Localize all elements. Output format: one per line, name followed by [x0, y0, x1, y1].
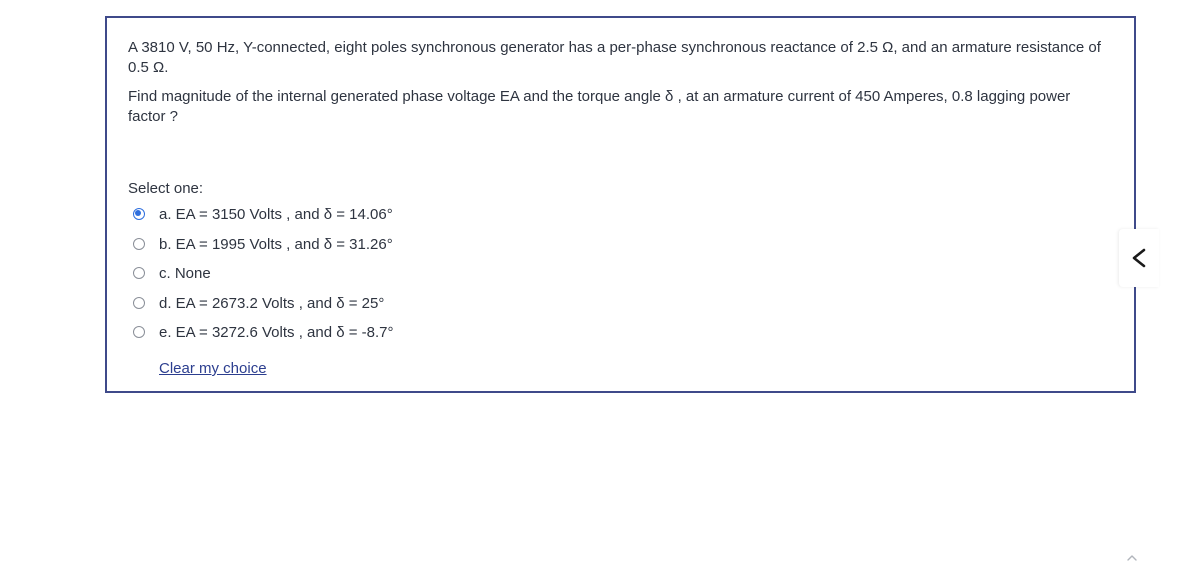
option-e[interactable] [133, 323, 394, 353]
clear-my-choice-link[interactable]: Clear my choice [159, 360, 267, 377]
option-c[interactable] [133, 264, 394, 294]
question-card [105, 16, 1136, 393]
option-d-label: d. EA = 2673.2 Volts , and δ = 25° [159, 294, 385, 312]
radio-button-c[interactable] [133, 267, 145, 279]
question-paragraph-2: Find magnitude of the internal generated phase voltage EA and the torque angle δ , at an armature current of 450 Amperes, 0.8 lagging power factor ? [128, 88, 1071, 125]
radio-button-e[interactable] [133, 326, 145, 338]
question-paragraph-1: A 3810 V, 50 Hz, Y-connected, eight poles synchronous generator has a per-phase synchronous reactance of 2.5 Ω, and an armature resistance of 0.5 Ω. [128, 39, 1101, 76]
option-b-label: b. EA = 1995 Volts , and δ = 31.26° [159, 235, 393, 253]
chevron-up-icon[interactable] [1126, 552, 1138, 564]
answer-options [133, 205, 394, 353]
option-c-label: c. None [159, 265, 211, 282]
option-d[interactable] [133, 294, 394, 324]
select-one-label: Select one: [128, 180, 204, 197]
option-a[interactable] [133, 205, 394, 235]
chevron-left-icon [1131, 248, 1147, 268]
radio-button-a[interactable] [133, 208, 145, 220]
radio-button-b[interactable] [133, 238, 145, 250]
option-e-label: e. EA = 3272.6 Volts , and δ = -8.7° [159, 324, 394, 341]
side-panel-toggle-button[interactable] [1119, 229, 1159, 287]
option-b[interactable] [133, 235, 394, 265]
option-a-label: a. EA = 3150 Volts , and δ = 14.06° [159, 206, 393, 223]
radio-button-d[interactable] [133, 297, 145, 309]
